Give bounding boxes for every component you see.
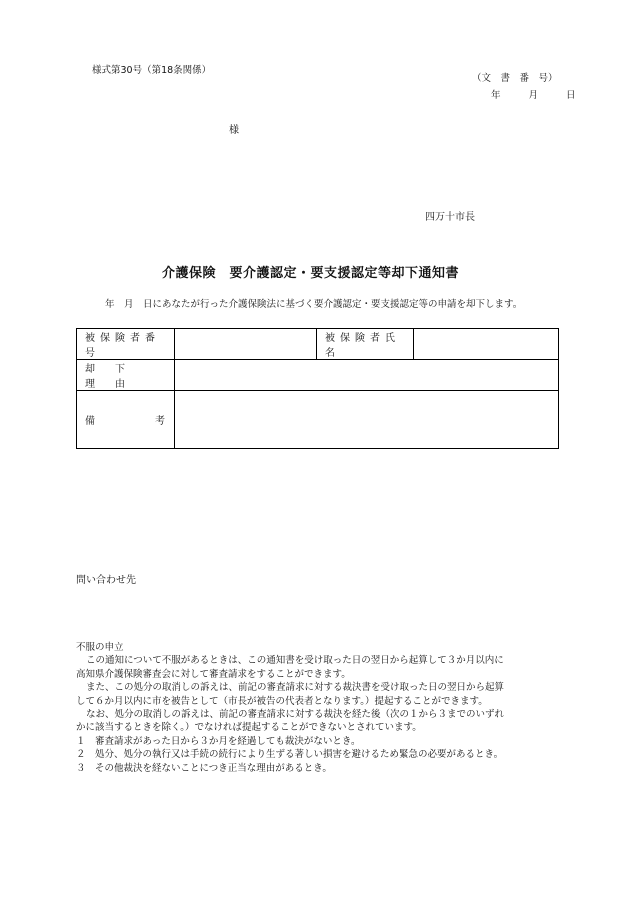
insured-number-label: 被保険者番号: [77, 329, 175, 360]
notice-table: [76, 328, 559, 449]
intro-text: 年 月 日にあなたが行った介護保険法に基づく要介護認定・要支援認定等の申請を却下します。: [105, 299, 523, 310]
addressee-suffix: 様: [229, 125, 239, 136]
objection-line: なお、処分の取消しの訴えは、前記の審査請求に対する裁決を経た後（次の１から３までのいずれ: [86, 709, 505, 721]
reason-label: 却下理由: [77, 360, 175, 391]
objection-item: １ 審査請求があった日から３か月を経過しても裁決がないとき。: [76, 735, 361, 747]
remarks-label: 備考: [85, 416, 225, 427]
remarks-label-cell: [77, 391, 225, 449]
objection-line: 高知県介護保険審査会に対して審査請求をすることができます。: [76, 668, 351, 680]
issuer-name: 四万十市長: [425, 212, 475, 223]
objection-heading: 不服の申立: [76, 642, 124, 653]
remarks-field[interactable]: [175, 391, 559, 449]
objection-item: ３ その他裁決を経ないことにつき正当な理由があるとき。: [76, 762, 332, 774]
contact-label: 問い合わせ先: [76, 575, 136, 586]
objection-line: また、この処分の取消しの訴えは、前記の審査請求に対する裁決書を受け取った日の翌日から起算: [86, 682, 505, 694]
objection-line: この通知について不服があるときは、この通知書を受け取った日の翌日から起算して３か月以内に: [86, 655, 504, 667]
insured-name-label: 被保険者氏名: [317, 329, 414, 360]
document-title: 介護保険 要介護認定・要支援認定等却下通知書: [162, 266, 460, 281]
insured-name-field[interactable]: [414, 329, 559, 360]
document-number: （文 書 番 号）: [472, 73, 558, 84]
reason-field[interactable]: [175, 360, 559, 391]
form-number: 様式第30号（第18条関係）: [92, 65, 212, 76]
objection-line: かに該当するときを除く。）でなければ提起することができないとされています。: [76, 722, 422, 734]
objection-item: ２ 処分、処分の執行又は手続の続行により生ずる著しい損害を避けるため緊急の必要があるとき。: [76, 749, 504, 761]
objection-section: [76, 641, 566, 775]
insured-number-field[interactable]: [175, 329, 317, 360]
objection-line: して６か月以内に市を被告として（市長が被告の代表者となります。）提起することができます。: [76, 695, 488, 707]
date-line: 年 月 日: [491, 90, 579, 101]
